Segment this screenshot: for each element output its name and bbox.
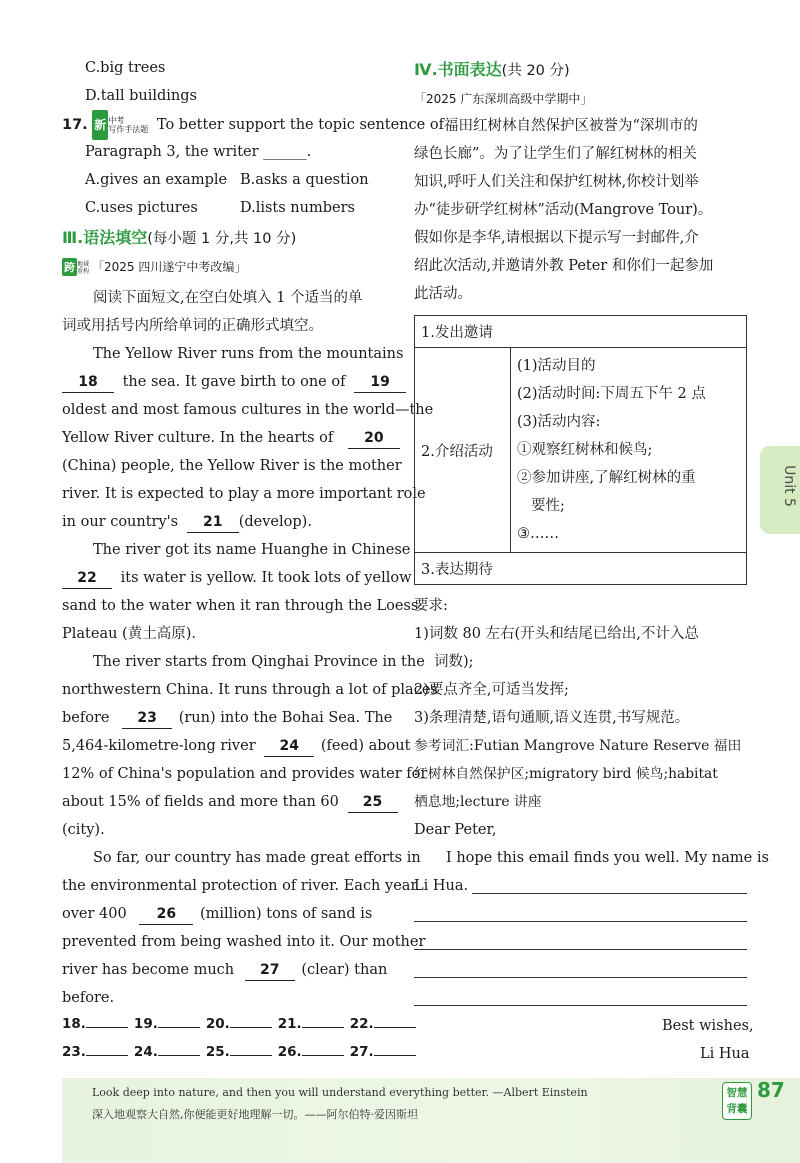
writing-line[interactable] [414, 1005, 747, 1006]
answer-label: 20. [205, 1016, 230, 1032]
badge-bottom: 写作手法题 [108, 125, 149, 134]
new-logo-icon: 新 [92, 110, 108, 140]
p4-line-5 [62, 956, 387, 984]
footer-quote-en: Look deep into nature, and then you will understand everything better. —Albert Einstein [92, 1086, 588, 1099]
requirement-2: 2)要点齐全,可适当发挥; [414, 682, 569, 698]
option-16d: D.tall buildings [85, 88, 197, 104]
answer-line-25[interactable] [230, 1055, 272, 1056]
table-row-intro-content [511, 348, 747, 553]
p2-line-2 [62, 564, 412, 592]
table-item: (1)活动目的 [517, 358, 596, 374]
p4-line-2: the environmental protection of river. Each year [62, 878, 418, 894]
p4-line-4: prevented from being washed into it. Our mother [62, 934, 426, 950]
p1-line-7 [62, 508, 312, 536]
blank-22[interactable]: 22 [62, 568, 112, 589]
p1-line-4 [62, 424, 400, 452]
p4-line-5-hint: (clear) than [301, 962, 388, 978]
blank-21[interactable]: 21 [187, 512, 239, 533]
blank-26[interactable]: 26 [139, 904, 193, 925]
blank-19[interactable]: 19 [354, 372, 406, 393]
writing-line[interactable] [414, 977, 747, 978]
section-4-score: (共 20 分) [501, 63, 570, 79]
letter-closing: Best wishes, [662, 1018, 754, 1034]
cross-region-icon: 跨 [62, 258, 77, 276]
p4-line-1: So far, our country has made great efforts in [93, 850, 421, 866]
p3-line-4 [62, 732, 410, 760]
p3-line-4-hint: (feed) about [320, 738, 411, 754]
answer-label: 26. [277, 1044, 302, 1060]
prompt-line-5: 假如你是李华,请根据以下提示写一封邮件,介 [414, 230, 699, 246]
writing-line[interactable] [414, 949, 747, 950]
p1-line-5: (China) people, the Yellow River is the mother [62, 458, 402, 474]
option-17c: C.uses pictures [85, 200, 198, 216]
table-item: ①观察红树林和候鸟; [517, 442, 653, 458]
writing-line[interactable] [472, 893, 747, 894]
section-4-title: Ⅳ.书面表达 [414, 60, 502, 79]
prompt-line-6: 绍此次活动,并邀请外教 Peter 和你们一起参加 [414, 258, 714, 274]
source-label: 「2025 四川遂宁中考改编」 [92, 260, 247, 274]
section-3-heading [62, 224, 296, 253]
answer-label: 23. [62, 1044, 86, 1060]
p1-line-6: river. It is expected to play a more important role [62, 486, 426, 502]
table-row-expect: 3.表达期待 [415, 553, 747, 585]
p4-line-6: before. [62, 990, 115, 1006]
letter-name-line: Li Hua. [414, 878, 469, 894]
blank-23[interactable]: 23 [122, 708, 172, 729]
blank-18[interactable]: 18 [62, 372, 114, 393]
p4-line-3-text: over 400 [62, 906, 127, 922]
answer-line-20[interactable] [230, 1027, 272, 1028]
instruction-line-1: 阅读下面短文,在空白处填入 1 个适当的单 [93, 290, 363, 306]
cross-region-badge [77, 261, 89, 275]
answer-label: 21. [277, 1016, 302, 1032]
p4-line-3 [62, 900, 372, 928]
p1-line-7-text: in our country's [62, 514, 179, 530]
table-item: ③…… [517, 526, 559, 542]
p1-line-1: The Yellow River runs from the mountains [93, 346, 404, 362]
p3-line-7: (city). [62, 822, 105, 838]
option-17a: A.gives an example [85, 172, 228, 188]
requirements-title: 要求: [414, 598, 448, 614]
vocab-line-1: 参考词汇:Futian Mangrove Nature Reserve 福田 [414, 738, 742, 754]
p4-line-5-text: river has become much [62, 962, 235, 978]
prompt-line-2: 绿色长廊”。为了让学生们了解红树林的相关 [414, 146, 697, 162]
answer-line-27[interactable] [374, 1055, 416, 1056]
blank-24[interactable]: 24 [264, 736, 314, 757]
p3-line-6 [62, 788, 398, 816]
table-row-intro-label: 2.介绍活动 [415, 348, 511, 553]
section-3-title: Ⅲ.语法填空 [62, 228, 148, 247]
section-3-source [62, 258, 246, 276]
letter-greeting: Dear Peter, [414, 822, 497, 838]
requirement-1b: 词数); [434, 654, 474, 670]
table-item: (3)活动内容: [517, 414, 601, 430]
badge-small-2: 重构 [77, 267, 90, 275]
p3-line-1: The river starts from Qinghai Province in the [93, 654, 425, 670]
p2-line-2-text: its water is yellow. It took lots of yellow [120, 570, 412, 586]
blank-27[interactable]: 27 [245, 960, 295, 981]
table-row-invite: 1.发出邀请 [415, 316, 747, 348]
requirement-3: 3)条理清楚,语句通顺,语义连贯,书写规范。 [414, 710, 690, 726]
p1-line-4-text: Yellow River culture. In the hearts of [62, 430, 334, 446]
instruction-line-2: 词或用括号内所给单词的正确形式填空。 [62, 318, 323, 334]
question-type-badge [108, 116, 148, 134]
answer-label: 24. [133, 1044, 158, 1060]
vocab-line-2: 红树林自然保护区;migratory bird 候鸟;habitat [414, 766, 718, 782]
table-item: 要性; [531, 498, 565, 514]
answer-label: 27. [349, 1044, 374, 1060]
p1-line-2 [62, 368, 395, 396]
option-16c: C.big trees [85, 60, 166, 76]
section-4-heading [414, 56, 570, 85]
question-17 [62, 110, 444, 140]
p3-line-2: northwestern China. It runs through a lot of places [62, 682, 438, 698]
badge-top: 中考 [108, 116, 125, 125]
p1-line-3: oldest and most famous cultures in the world—the [62, 402, 434, 418]
option-17b: B.asks a question [240, 172, 369, 188]
prompt-line-4: 办“徒步研学红树林”活动(Mangrove Tour)。 [414, 202, 713, 218]
answer-label: 19. [133, 1016, 158, 1032]
answer-line-26[interactable] [302, 1055, 344, 1056]
question-17-stem-1: To better support the topic sentence of [156, 117, 444, 133]
p2-line-3: sand to the water when it ran through the Loess [62, 598, 419, 614]
requirement-1: 1)词数 80 左右(开头和结尾已给出,不计入总 [414, 626, 699, 642]
p3-line-4-text: 5,464-kilometre-long river [62, 738, 256, 754]
p1-line-2-text: the sea. It gave birth to one of [122, 374, 346, 390]
p3-line-3-text: before [62, 710, 110, 726]
answer-label: 18. [62, 1016, 86, 1032]
writing-line[interactable] [414, 921, 747, 922]
answer-line-19[interactable] [158, 1027, 200, 1028]
unit-tab-label: Unit 5 [780, 465, 797, 507]
table-item: (2)活动时间:下周五下午 2 点 [517, 386, 706, 402]
p3-line-6-text: about 15% of fields and more than 60 [62, 794, 339, 810]
answer-label: 22. [349, 1016, 374, 1032]
p2-line-1: The river got its name Huanghe in Chinese [93, 542, 411, 558]
answer-row-2 [62, 1044, 416, 1060]
letter-signature: Li Hua [700, 1046, 750, 1062]
answer-line-23[interactable] [86, 1055, 128, 1056]
prompt-line-3: 知识,呼吁人们关注和保护红树林,你校计划举 [414, 174, 699, 190]
question-17-number: 17. [62, 117, 88, 133]
footer-quote-zh: 深入地观察大自然,你便能更好地理解一切。——阿尔伯特·爱因斯坦 [92, 1108, 418, 1121]
blank-20[interactable]: 20 [348, 428, 400, 449]
answer-row-1 [62, 1016, 416, 1032]
answer-line-24[interactable] [158, 1055, 200, 1056]
unit-tab[interactable] [760, 446, 800, 534]
section-4-source: 「2025 广东深圳高级中学期中」 [414, 92, 593, 106]
p4-line-3-hint: (million) tons of sand is [199, 906, 373, 922]
p3-line-3 [62, 704, 392, 732]
blank-25[interactable]: 25 [348, 792, 398, 813]
table-item: ②参加讲座,了解红树林的重 [517, 470, 696, 486]
p1-line-7-hint: (develop). [238, 514, 312, 530]
page-number: 87 [757, 1078, 785, 1102]
wisdom-pack-badge [722, 1082, 752, 1120]
badge-small-1: 地域 [77, 260, 90, 268]
p3-line-5: 12% of China's population and provides water for [62, 766, 428, 782]
outline-table [414, 315, 747, 585]
answer-label: 25. [205, 1044, 230, 1060]
prompt-line-7: 此活动。 [414, 286, 472, 302]
section-3-score: (每小题 1 分,共 10 分) [147, 231, 297, 247]
p3-line-3-hint: (run) into the Bohai Sea. The [178, 710, 393, 726]
vocab-line-3: 栖息地;lecture 讲座 [414, 794, 542, 810]
badge-line-1: 智慧 [726, 1087, 748, 1099]
answer-line-21[interactable] [302, 1027, 344, 1028]
prompt-line-1: 福田红树林自然保护区被誉为“深圳市的 [444, 118, 698, 134]
option-17d: D.lists numbers [240, 200, 355, 216]
p2-line-4: Plateau (黄土高原). [62, 626, 196, 642]
badge-line-2: 背囊 [726, 1103, 748, 1115]
question-17-stem-2: Paragraph 3, the writer ______. [85, 144, 312, 160]
answer-line-18[interactable] [86, 1027, 128, 1028]
letter-opening: I hope this email finds you well. My name is [446, 850, 769, 866]
answer-line-22[interactable] [374, 1027, 416, 1028]
